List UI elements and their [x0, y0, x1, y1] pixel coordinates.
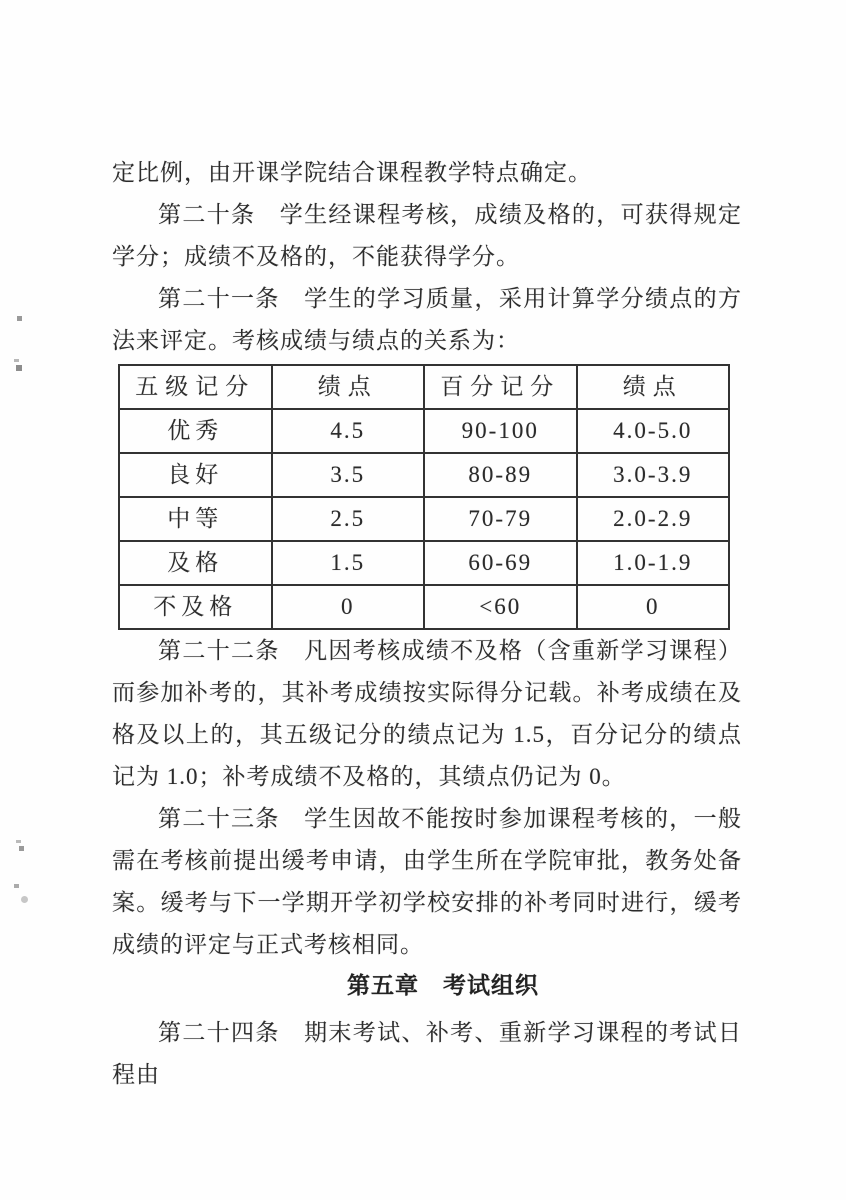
- table-row: [119, 585, 729, 629]
- table-cell: 优秀: [119, 409, 272, 453]
- table-cell: 3.0-3.9: [577, 453, 730, 497]
- document-text-block: [112, 152, 742, 1096]
- table-cell: 60-69: [424, 541, 577, 585]
- paragraph-article-24: 第二十四条 期末考试、补考、重新学习课程的考试日程由: [112, 1020, 742, 1087]
- scan-speck: [21, 896, 28, 903]
- scan-speck: [14, 359, 19, 362]
- table-cell: 2.5: [272, 497, 425, 541]
- scan-speck: [16, 365, 22, 371]
- table-cell: 1.0-1.9: [577, 541, 730, 585]
- table-header-gpa-1: 绩点: [272, 365, 425, 409]
- table-row: [119, 497, 729, 541]
- table-row: [119, 453, 729, 497]
- table-cell: 4.5: [272, 409, 425, 453]
- table-cell: 及格: [119, 541, 272, 585]
- table-cell: 70-79: [424, 497, 577, 541]
- table-cell: 3.5: [272, 453, 425, 497]
- table-cell: 80-89: [424, 453, 577, 497]
- table-row: [119, 541, 729, 585]
- scan-speck: [14, 884, 19, 888]
- chapter-heading: 第五章 考试组织: [347, 972, 539, 998]
- table-header-five-level: 五级记分: [119, 365, 272, 409]
- table-header-percentile: 百分记分: [424, 365, 577, 409]
- table-cell: <60: [424, 585, 577, 629]
- paragraph-article-21: 第二十一条 学生的学习质量，采用计算学分绩点的方法来评定。考核成绩与绩点的关系为：: [112, 286, 742, 353]
- table-cell: 2.0-2.9: [577, 497, 730, 541]
- table-cell: 90-100: [424, 409, 577, 453]
- paragraph-continuation: 定比例，由开课学院结合课程教学特点确定。: [112, 160, 592, 185]
- paragraph-article-20: 第二十条 学生经课程考核，成绩及格的，可获得规定学分；成绩不及格的，不能获得学分。: [112, 202, 742, 269]
- table-cell: 0: [272, 585, 425, 629]
- table-cell: 4.0-5.0: [577, 409, 730, 453]
- scan-speck: [16, 840, 21, 843]
- table-cell: 0: [577, 585, 730, 629]
- scan-speck: [19, 846, 24, 851]
- table-cell: 中等: [119, 497, 272, 541]
- table-cell: 良好: [119, 453, 272, 497]
- table-header-gpa-2: 绩点: [577, 365, 730, 409]
- table-row: [119, 409, 729, 453]
- paragraph-article-22: 第二十二条 凡因考核成绩不及格（含重新学习课程）而参加补考的，其补考成绩按实际得分记载。补考成绩在及格及以上的，其五级记分的绩点记为 1.5，百分记分的绩点记为 1.0；补考成绩不及格的，其绩点仍记为 0。: [112, 638, 742, 789]
- paragraph-article-23: 第二十三条 学生因故不能按时参加课程考核的，一般需在考核前提出缓考申请，由学生所在学院审批，教务处备案。缓考与下一学期开学初学校安排的补考同时进行，缓考成绩的评定与正式考核相同。: [112, 806, 742, 957]
- scan-speck: [17, 316, 22, 321]
- table-cell: 不及格: [119, 585, 272, 629]
- grade-point-table: [118, 364, 730, 630]
- table-cell: 1.5: [272, 541, 425, 585]
- table-header-row: [119, 365, 729, 409]
